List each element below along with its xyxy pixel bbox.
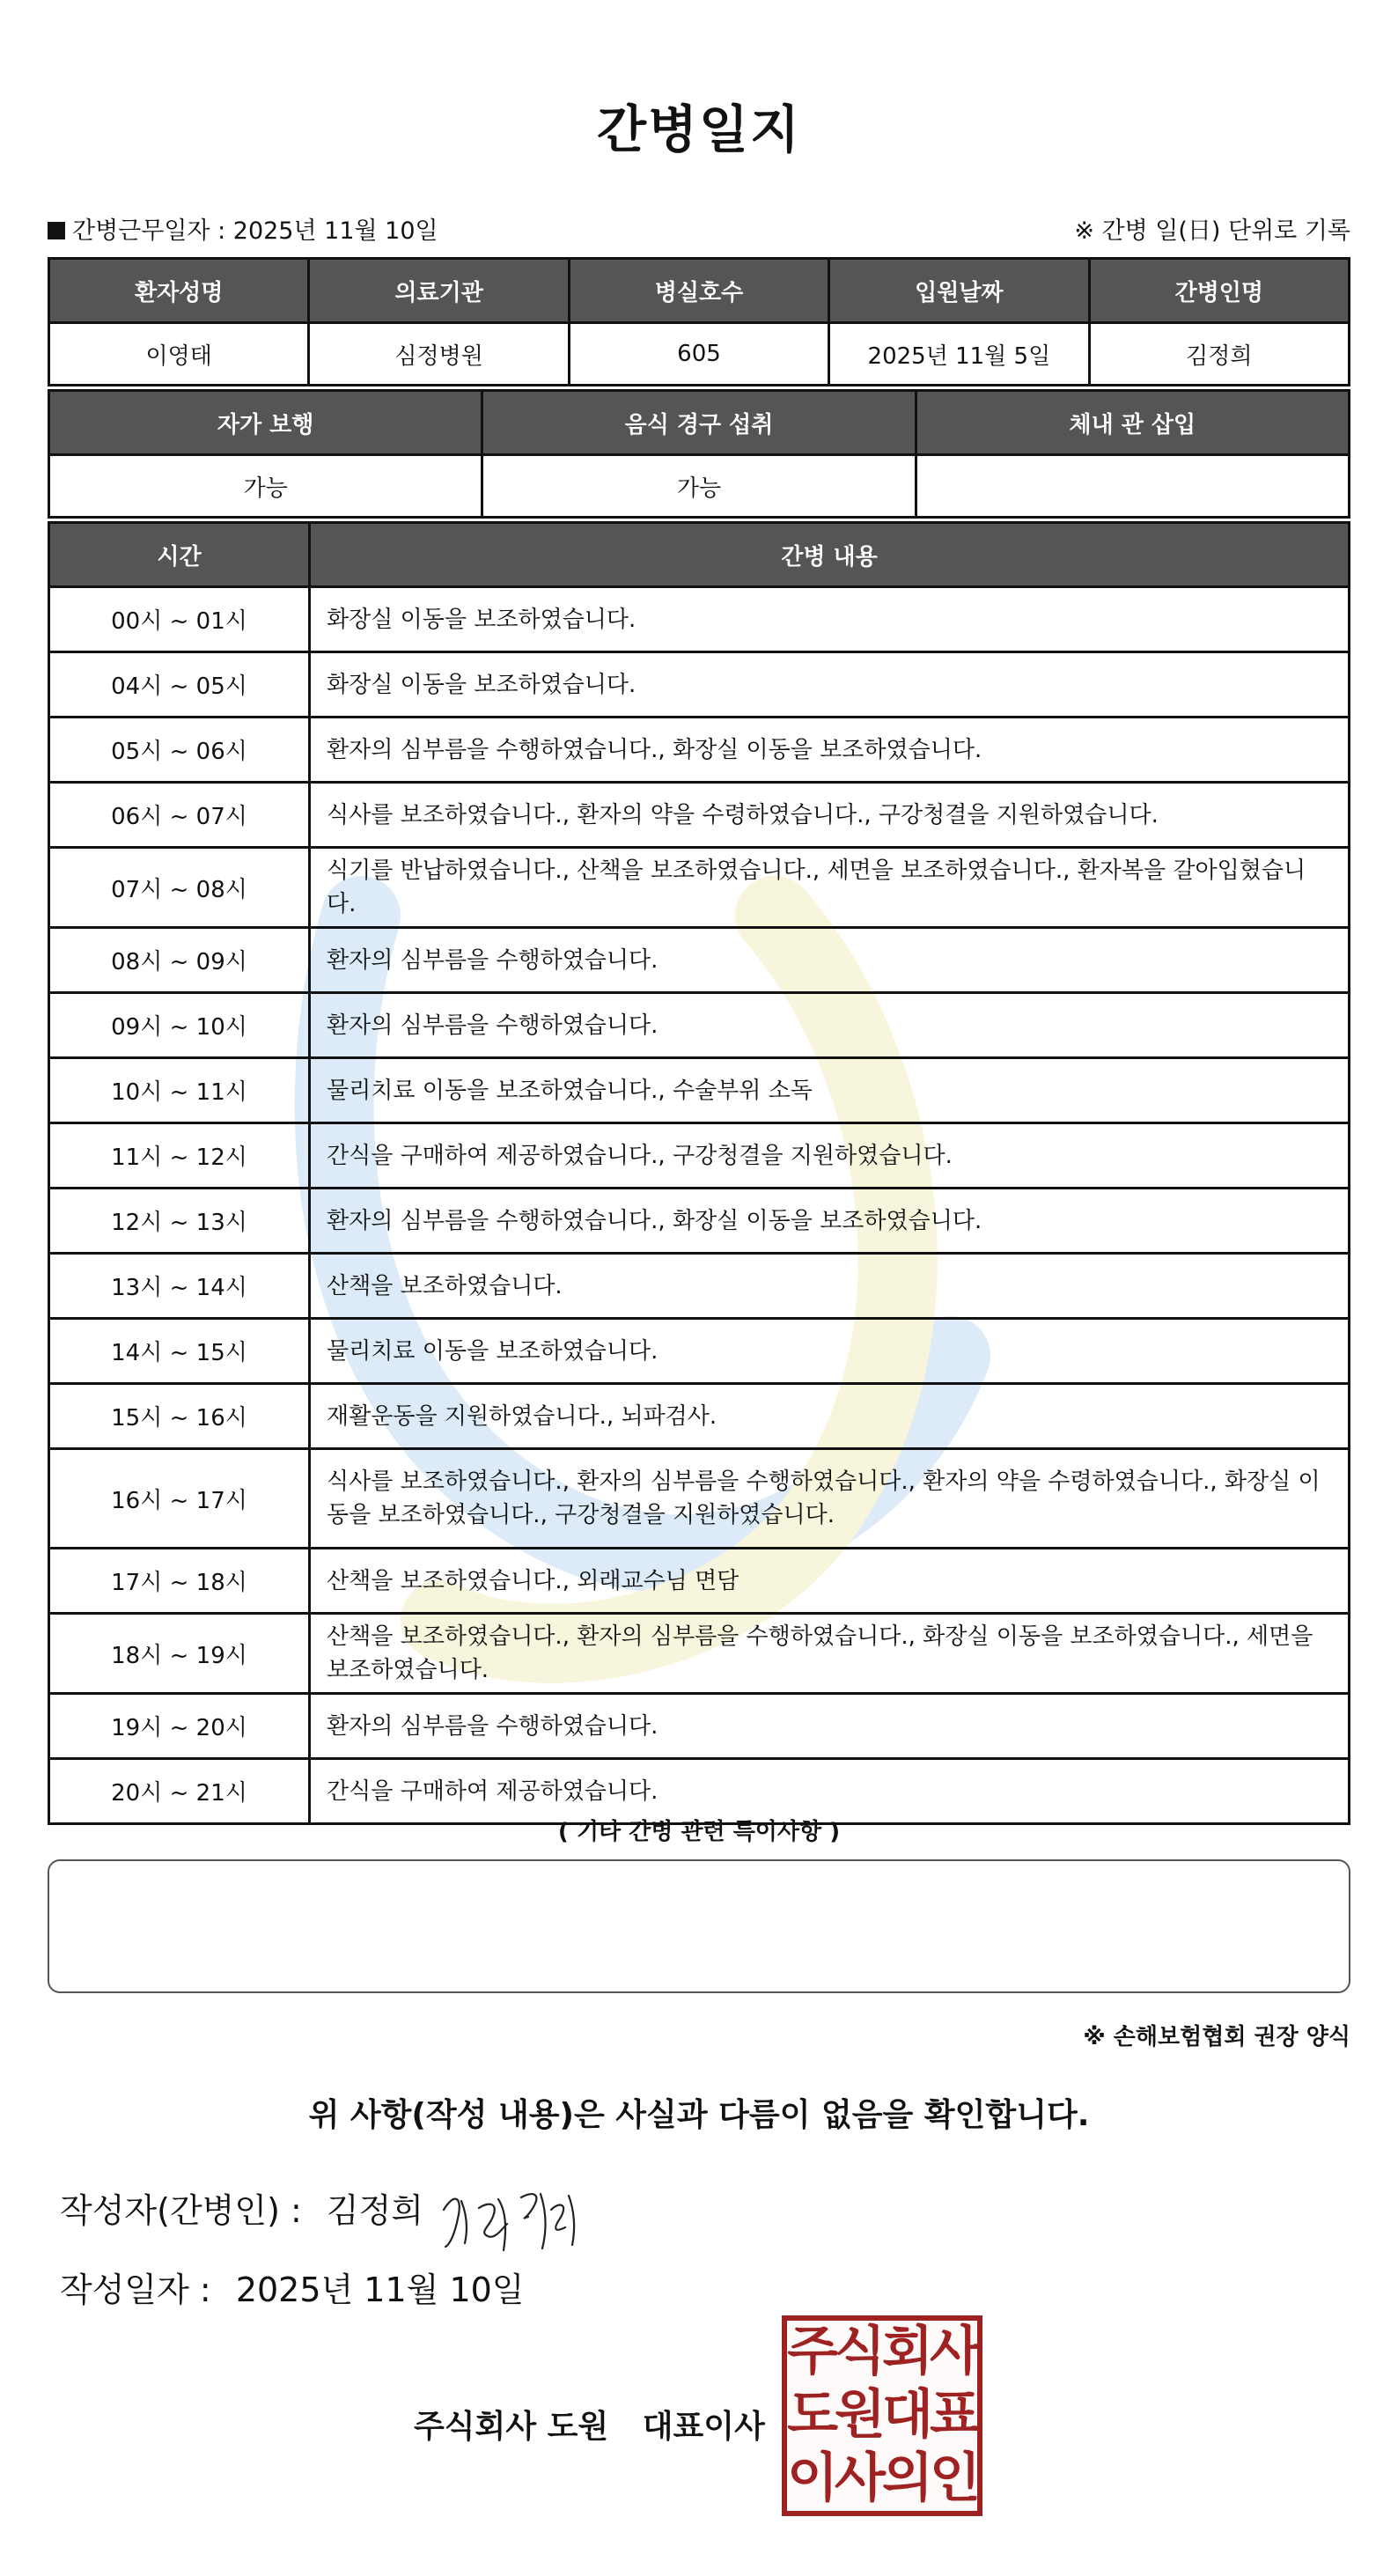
handwritten-signature-icon [437, 2175, 595, 2254]
time-slot: 15시 ~ 16시 [49, 1384, 310, 1449]
table-row [49, 587, 1350, 652]
table-row [49, 652, 1350, 718]
table-row [49, 1319, 1350, 1384]
patient-info-table [48, 257, 1350, 386]
header-patient-name: 환자성명 [49, 259, 309, 323]
care-log-rows [49, 587, 1350, 1824]
table-row [49, 848, 1350, 928]
table-row [49, 1384, 1350, 1449]
table-row [49, 783, 1350, 848]
care-content: 산책을 보조하였습니다., 외래교수님 면담 [310, 1549, 1350, 1614]
seal-line: 이사의인 [787, 2447, 977, 2509]
table-row [49, 718, 1350, 783]
table-row [49, 1449, 1350, 1549]
care-content: 환자의 심부름을 수행하였습니다., 화장실 이동을 보조하였습니다. [310, 718, 1350, 783]
writer-name: 김정희 [326, 2191, 423, 2230]
time-slot: 14시 ~ 15시 [49, 1319, 310, 1384]
admission-date: 2025년 11월 5일 [829, 323, 1089, 386]
header-oral-intake: 음식 경구 섭취 [482, 391, 916, 455]
written-date-value: 2025년 11월 10일 [235, 2271, 525, 2309]
header-self-walking: 자가 보행 [49, 391, 482, 455]
recommended-form-note: ※ 손해보험협회 권장 양식 [1083, 2024, 1350, 2050]
company-name: 주식회사 도원 [414, 2409, 609, 2445]
work-date-value: 2025년 11월 10일 [232, 217, 438, 245]
square-bullet-icon [48, 222, 65, 239]
company-seal-stamp [782, 2315, 982, 2516]
self-walking-value: 가능 [49, 455, 482, 518]
care-content: 간식을 구매하여 제공하였습니다. [310, 1759, 1350, 1824]
tube-insertion-value [916, 455, 1349, 518]
confirmation-statement: 위 사항(작성 내용)은 사실과 다름이 없음을 확인합니다. [308, 2097, 1090, 2133]
writer-label: 작성자(간병인) : [60, 2191, 302, 2230]
notes-heading: ( 기타 간병 관련 특이사항 ) [557, 1819, 841, 1845]
table-row [49, 1058, 1350, 1123]
time-slot: 00시 ~ 01시 [49, 587, 310, 652]
hospital-name: 심정병원 [309, 323, 569, 386]
care-content: 식사를 보조하였습니다., 환자의 약을 수령하였습니다., 구강청결을 지원하였습니다. [310, 783, 1350, 848]
company-title: 대표이사 [642, 2409, 765, 2445]
time-slot: 04시 ~ 05시 [49, 652, 310, 718]
care-content: 화장실 이동을 보조하였습니다. [310, 652, 1350, 718]
seal-line: 주식회사 [787, 2321, 977, 2382]
time-slot: 07시 ~ 08시 [49, 848, 310, 928]
header-time: 시간 [49, 523, 310, 587]
care-content: 환자의 심부름을 수행하였습니다., 화장실 이동을 보조하였습니다. [310, 1189, 1350, 1254]
header-tube-insertion: 체내 관 삽입 [916, 391, 1349, 455]
care-content: 산책을 보조하였습니다., 환자의 심부름을 수행하였습니다., 화장실 이동을 보조하였습니다., 세면을 보조하였습니다. [310, 1614, 1350, 1694]
time-slot: 18시 ~ 19시 [49, 1614, 310, 1694]
time-slot: 13시 ~ 14시 [49, 1254, 310, 1319]
care-content: 환자의 심부름을 수행하였습니다. [310, 928, 1350, 993]
time-slot: 19시 ~ 20시 [49, 1694, 310, 1759]
time-slot: 20시 ~ 21시 [49, 1759, 310, 1824]
page-title: 간병일지 [596, 99, 802, 159]
room-number: 605 [569, 323, 828, 386]
patient-status-table [48, 389, 1350, 519]
time-slot: 11시 ~ 12시 [49, 1123, 310, 1189]
table-row [49, 1614, 1350, 1694]
care-log-table [48, 521, 1350, 1825]
seal-text [787, 2321, 977, 2511]
header-hospital: 의료기관 [309, 259, 569, 323]
company-signature-line [414, 2402, 788, 2447]
time-slot: 17시 ~ 18시 [49, 1549, 310, 1614]
work-date-label: 간병근무일자 : [72, 217, 226, 245]
table-row [49, 1694, 1350, 1759]
time-slot: 05시 ~ 06시 [49, 718, 310, 783]
table-row [49, 928, 1350, 993]
header-care-content: 간병 내용 [310, 523, 1350, 587]
care-content: 환자의 심부름을 수행하였습니다. [310, 993, 1350, 1058]
time-slot: 10시 ~ 11시 [49, 1058, 310, 1123]
care-content: 간식을 구매하여 제공하였습니다., 구강청결을 지원하였습니다. [310, 1123, 1350, 1189]
care-content: 물리치료 이동을 보조하였습니다. [310, 1319, 1350, 1384]
table-row [49, 1123, 1350, 1189]
table-row [49, 993, 1350, 1058]
table-row [49, 1549, 1350, 1614]
time-slot: 09시 ~ 10시 [49, 993, 310, 1058]
care-content: 식사를 보조하였습니다., 환자의 심부름을 수행하였습니다., 환자의 약을 수령하였습니다., 화장실 이동을 보조하였습니다., 구강청결을 지원하였습니다. [310, 1449, 1350, 1549]
written-date-label: 작성일자 : [60, 2271, 211, 2309]
notes-box [48, 1859, 1350, 1993]
header-admission-date: 입원날짜 [829, 259, 1089, 323]
seal-line: 도원대표 [787, 2384, 977, 2446]
writer-line [60, 2183, 438, 2232]
time-slot: 12시 ~ 13시 [49, 1189, 310, 1254]
time-slot: 08시 ~ 09시 [49, 928, 310, 993]
care-content: 물리치료 이동을 보조하였습니다., 수술부위 소독 [310, 1058, 1350, 1123]
care-content: 식기를 반납하였습니다., 산책을 보조하였습니다., 세면을 보조하였습니다., 환자복을 갈아입혔습니다. [310, 848, 1350, 928]
table-row [49, 1254, 1350, 1319]
work-date-line [48, 211, 438, 246]
table-row [49, 1189, 1350, 1254]
care-content: 화장실 이동을 보조하였습니다. [310, 587, 1350, 652]
care-content: 환자의 심부름을 수행하였습니다. [310, 1694, 1350, 1759]
time-slot: 06시 ~ 07시 [49, 783, 310, 848]
care-content: 재활운동을 지원하였습니다., 뇌파검사. [310, 1384, 1350, 1449]
oral-intake-value: 가능 [482, 455, 916, 518]
header-room-number: 병실호수 [569, 259, 828, 323]
time-slot: 16시 ~ 17시 [49, 1449, 310, 1549]
record-unit-note: ※ 간병 일(日) 단위로 기록 [1074, 217, 1350, 245]
patient-name: 이영태 [49, 323, 309, 386]
header-caregiver-name: 간병인명 [1089, 259, 1349, 323]
caregiver-name: 김정희 [1089, 323, 1349, 386]
written-date-line [60, 2263, 539, 2311]
care-content: 산책을 보조하였습니다. [310, 1254, 1350, 1319]
